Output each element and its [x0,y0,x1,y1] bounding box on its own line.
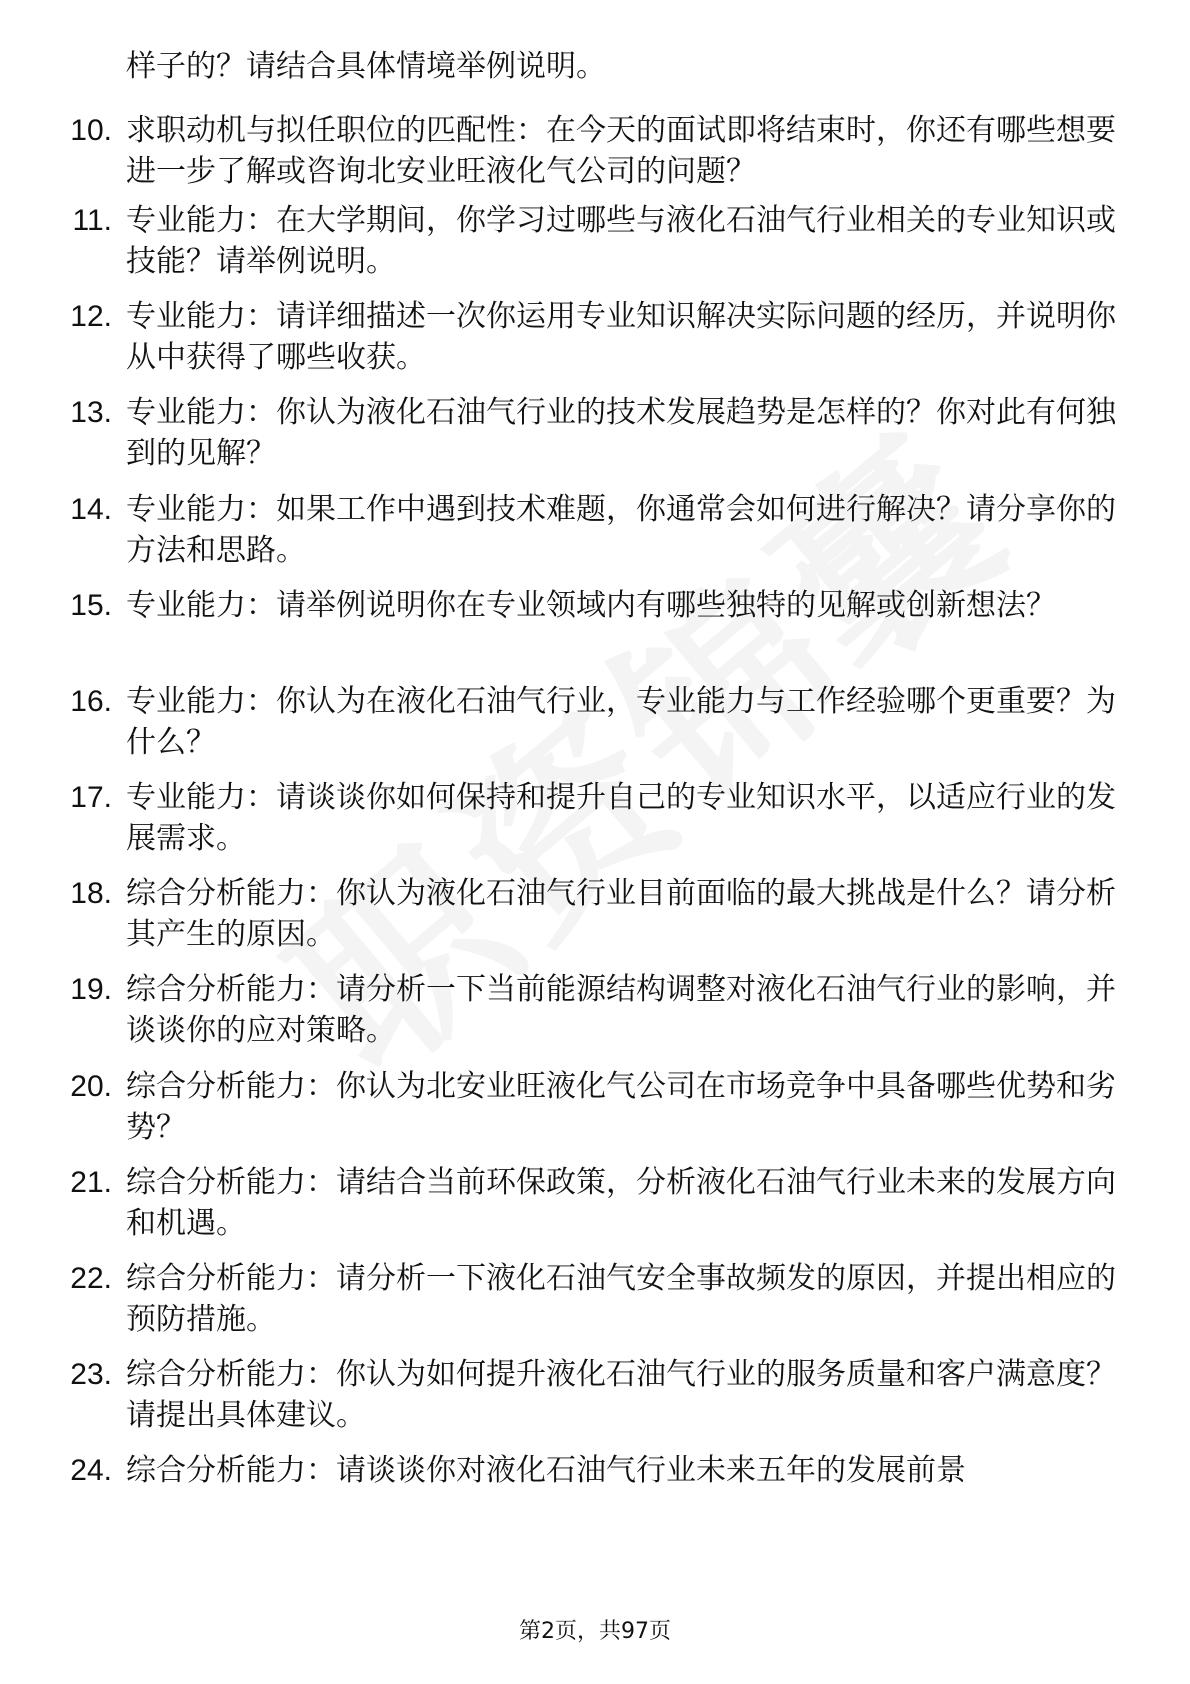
question-item [56,873,1116,955]
question-text: 综合分析能力：请分析一下液化石油气安全事故频发的原因，并提出相应的预防措施。 [126,1261,1116,1337]
question-item [56,777,1116,859]
question-number: 18. [70,877,112,910]
question-number: 21. [70,1166,112,1199]
question-item [56,681,1116,763]
question-number: 13. [70,396,112,429]
question-item [56,969,1116,1051]
question-number: 14. [70,493,112,526]
question-text: 专业能力：你认为在液化石油气行业，专业能力与工作经验哪个更重要？为什么？ [126,684,1116,760]
question-item [56,1354,1116,1436]
question-text: 专业能力：请详细描述一次你运用专业知识解决实际问题的经历，并说明你从中获得了哪些收获。 [126,299,1116,375]
question-number: 19. [70,973,112,1006]
question-number: 10. [70,114,112,147]
question-item [56,200,1116,282]
question-text: 专业能力：请谈谈你如何保持和提升自己的专业知识水平，以适应行业的发展需求。 [126,780,1116,856]
question-text: 专业能力：如果工作中遇到技术难题，你通常会如何进行解决？请分享你的方法和思路。 [126,492,1116,568]
question-item [56,392,1116,474]
continuation-text: 样子的？请结合具体情境举例说明。 [126,49,606,84]
question-text: 综合分析能力：你认为液化石油气行业目前面临的最大挑战是什么？请分析其产生的原因。 [126,876,1116,952]
question-number: 23. [70,1358,112,1391]
question-item [56,110,1116,192]
question-text: 综合分析能力：你认为北安业旺液化气公司在市场竞争中具备哪些优势和劣势？ [126,1069,1116,1145]
question-number: 15. [70,589,112,622]
question-item [56,1066,1116,1148]
question-text: 求职动机与拟任职位的匹配性：在今天的面试即将结束时，你还有哪些想要进一步了解或咨询北安业旺液化气公司的问题？ [126,113,1116,189]
page-footer: 第2页，共97页 [519,1619,671,1644]
question-item [56,489,1116,571]
question-number: 12. [70,300,112,333]
question-text: 综合分析能力：请结合当前环保政策，分析液化石油气行业未来的发展方向和机遇。 [126,1165,1116,1241]
question-text: 综合分析能力：请谈谈你对液化石油气行业未来五年的发展前景 [126,1453,966,1488]
question-item [56,585,1116,626]
question-text: 综合分析能力：你认为如何提升液化石油气行业的服务质量和客户满意度？请提出具体建议。 [126,1357,1116,1433]
question-text: 专业能力：你认为液化石油气行业的技术发展趋势是怎样的？你对此有何独到的见解？ [126,395,1116,471]
question-item [56,1450,1116,1491]
question-text: 专业能力：在大学期间，你学习过哪些与液化石油气行业相关的专业知识或技能？请举例说明。 [126,203,1116,279]
question-number: 16. [70,685,112,718]
question-number: 24. [70,1454,112,1487]
question-item [56,1258,1116,1340]
question-item [56,296,1116,378]
question-text: 专业能力：请举例说明你在专业领域内有哪些独特的见解或创新想法？ [126,588,1056,623]
question-text: 综合分析能力：请分析一下当前能源结构调整对液化石油气行业的影响，并谈谈你的应对策略。 [126,972,1116,1048]
question-number: 20. [70,1070,112,1103]
question-number: 22. [70,1262,112,1295]
question-number: 17. [70,781,112,814]
question-number: 11. [72,204,112,237]
question-item [56,1162,1116,1244]
